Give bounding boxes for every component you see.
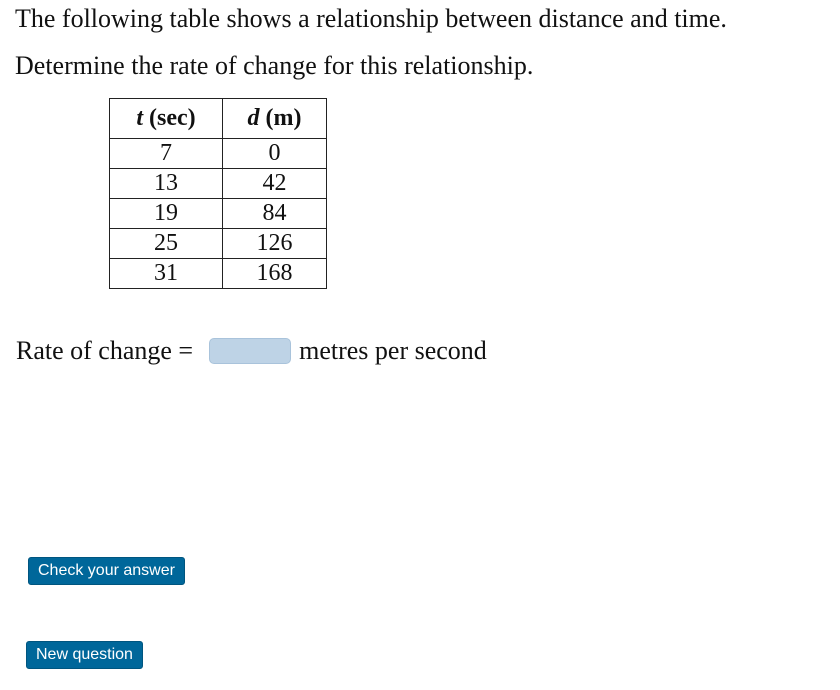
table-header-row: [110, 99, 327, 139]
header-time: [110, 99, 223, 139]
header-unit: (m): [259, 105, 302, 131]
cell-distance: 84: [223, 199, 327, 229]
question-line-1: The following table shows a relationship between distance and time.: [15, 4, 727, 33]
cell-distance: 126: [223, 229, 327, 259]
table-row: [110, 229, 327, 259]
units-label: metres per second: [299, 336, 487, 365]
cell-time: 13: [110, 169, 223, 199]
cell-distance: 42: [223, 169, 327, 199]
header-unit: (sec): [143, 105, 196, 131]
new-question-button[interactable]: New question: [26, 641, 143, 669]
check-answer-button[interactable]: Check your answer: [28, 557, 185, 585]
data-table: [109, 98, 327, 289]
cell-time: 25: [110, 229, 223, 259]
table-row: [110, 199, 327, 229]
cell-distance: 168: [223, 259, 327, 289]
table-row: [110, 139, 327, 169]
table-row: [110, 259, 327, 289]
answer-row: [16, 336, 487, 366]
header-var: t: [136, 105, 144, 131]
header-distance: [223, 99, 327, 139]
header-var: d: [247, 105, 260, 131]
cell-distance: 0: [223, 139, 327, 169]
cell-time: 7: [110, 139, 223, 169]
table-row: [110, 169, 327, 199]
cell-time: 31: [110, 259, 223, 289]
cell-time: 19: [110, 199, 223, 229]
rate-input[interactable]: [209, 338, 291, 364]
rate-label: Rate of change =: [16, 336, 194, 365]
question-line-2: Determine the rate of change for this relationship.: [15, 51, 534, 80]
